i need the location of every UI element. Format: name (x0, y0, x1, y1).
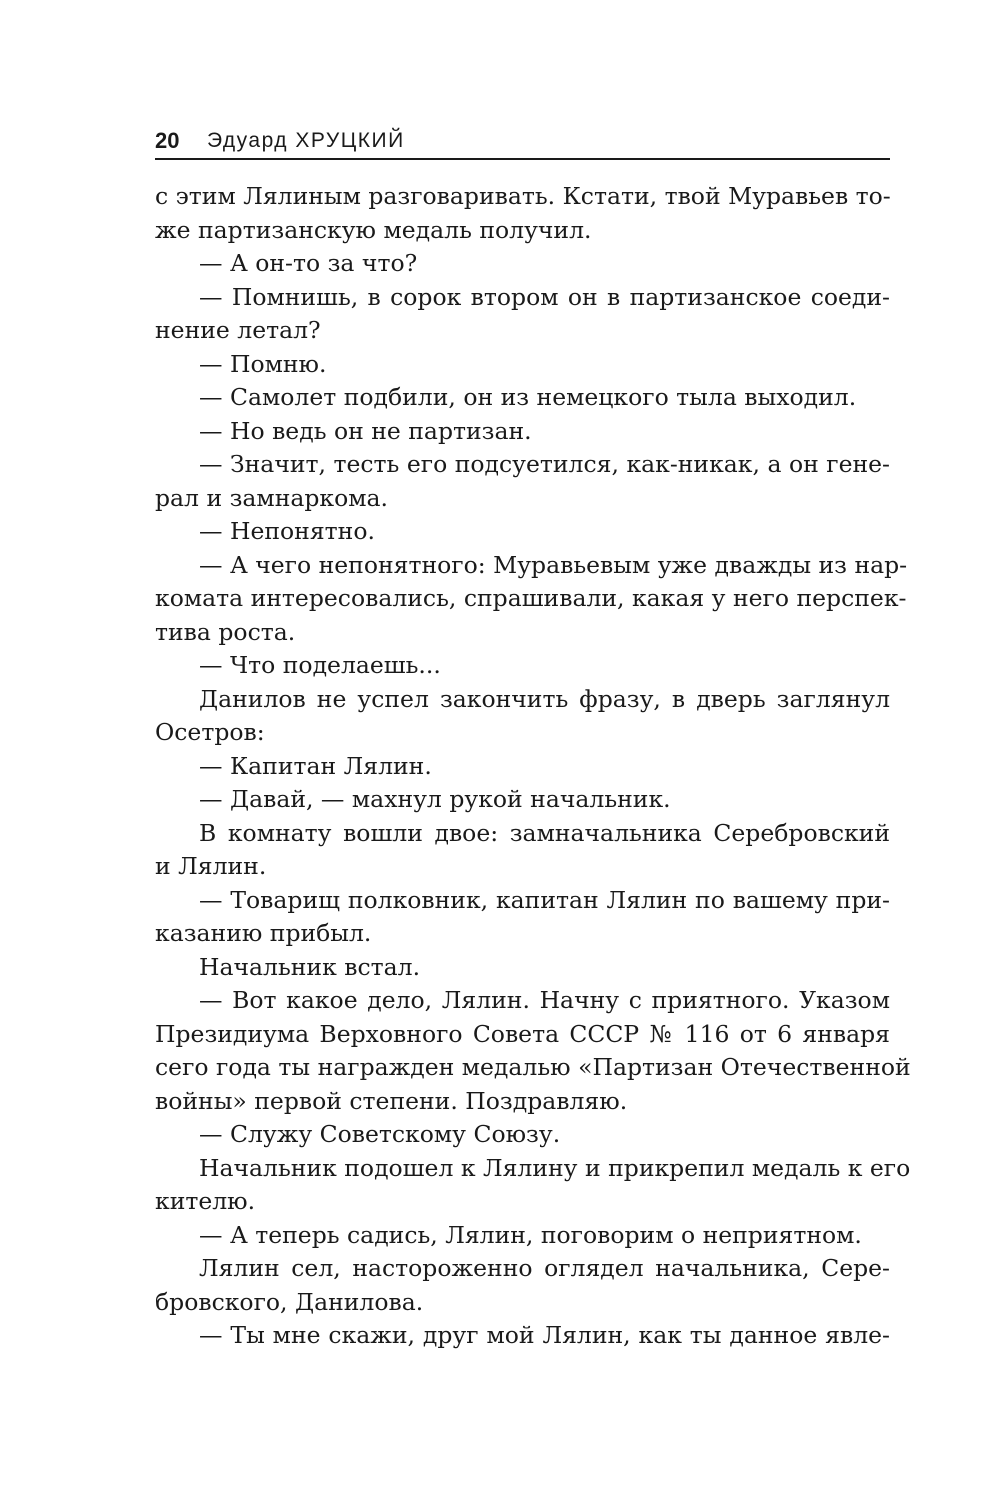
body-text (155, 180, 911, 1353)
text-line: бровского, Данилова. (155, 1287, 424, 1316)
text-line: — А чего непонятного: Муравьевым уже дважды из нар- (199, 550, 908, 579)
text-line: войны» первой степени. Поздравляю. (155, 1086, 628, 1115)
text-line: — Помню. (199, 349, 327, 378)
text-line: с этим Лялиным разговаривать. Кстати, твой Муравьев то- (155, 182, 891, 210)
text-line: Лялин сел, настороженно оглядел начальника, Сере- (199, 1254, 890, 1282)
text-line: — А он-то за что? (199, 249, 418, 277)
text-line: и Лялин. (155, 852, 267, 880)
text-line: — Давай, — махнул рукой начальник. (199, 785, 671, 813)
text-line: — А теперь садись, Лялин, поговорим о неприятном. (199, 1220, 862, 1249)
text-line: — Капитан Лялин. (199, 751, 432, 780)
text-line: — Что поделаешь... (199, 651, 441, 679)
text-line: — Вот какое дело, Лялин. Начну с приятного. Указом (199, 986, 890, 1014)
text-line: — Помнишь, в сорок втором он в партизанское соеди- (199, 282, 890, 311)
text-line: — Самолет подбили, он из немецкого тыла выходил. (199, 383, 857, 411)
text-line: рал и замнаркома. (155, 483, 389, 512)
text-line: Данилов не успел закончить фразу, в дверь заглянул (199, 684, 890, 713)
page-number: 20 (155, 128, 180, 153)
text-line: — Ты мне скажи, друг мой Лялин, как ты данное явле- (199, 1321, 890, 1349)
running-author: Эдуард ХРУЦКИЙ (207, 129, 405, 152)
text-line: нение летал? (155, 316, 321, 344)
text-line: сего года ты награжден медалью «Партизан Отечественной (155, 1053, 911, 1081)
running-header (155, 128, 890, 160)
text-line: Президиума Верховного Совета СССР № 116 от 6 января (155, 1019, 890, 1048)
text-line: же партизанскую медаль получил. (155, 215, 592, 244)
text-line: кителю. (155, 1187, 256, 1215)
text-line: — Но ведь он не партизан. (199, 416, 532, 445)
text-line: казанию прибыл. (155, 919, 372, 947)
text-line: тива роста. (155, 617, 296, 646)
text-line: Начальник встал. (199, 952, 421, 981)
text-line: комата интересовались, спрашивали, какая у него перспек- (155, 584, 907, 612)
text-line: — Служу Советскому Союзу. (199, 1120, 561, 1148)
text-line: — Непонятно. (199, 517, 375, 545)
text-line: В комнату вошли двое: замначальника Серебровский (199, 818, 890, 847)
text-line: — Значит, тесть его подсуетился, как-никак, а он гене- (199, 450, 890, 478)
text-line: Осетров: (155, 718, 265, 746)
text-line: Начальник подошел к Лялину и прикрепил медаль к его (199, 1153, 911, 1182)
text-line: — Товарищ полковник, капитан Лялин по вашему при- (199, 885, 890, 914)
